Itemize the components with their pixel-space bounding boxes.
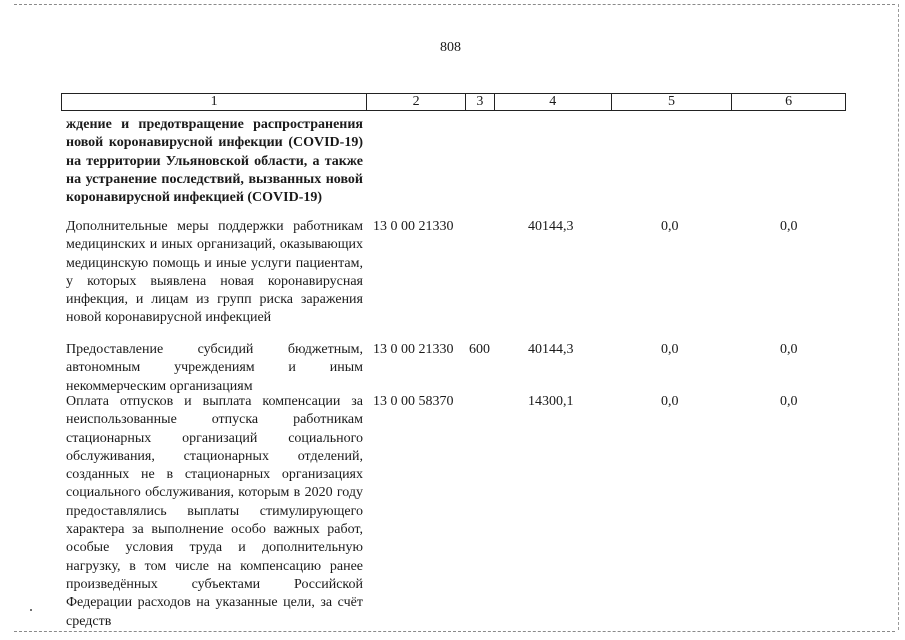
row-2-value-6: 0,0	[780, 342, 798, 357]
row-1-code: 13 0 00 21330	[373, 219, 454, 234]
page-edge-top	[14, 4, 895, 5]
row-3-value-4: 14300,1	[528, 394, 574, 409]
page-number: 808	[440, 40, 461, 55]
row-3-code: 13 0 00 58370	[373, 394, 454, 409]
table-header	[61, 93, 846, 111]
column-header-1: 1	[62, 94, 367, 110]
section-heading: ждение и предотвращение распространения новой коронавирусной инфекции (COVID-19) на территории Ульяновской области, а также на устранение последствий, вызванных новой коронавирусной инфекцией (COVID-19)	[66, 117, 363, 206]
column-header-6: 6	[785, 94, 793, 109]
column-header-3: 3	[466, 94, 495, 110]
column-header-4: 4	[495, 94, 612, 110]
page-edge-right	[898, 4, 899, 630]
row-3-name: Оплата отпусков и выплата компенсации за неиспользованные отпуска работникам стационарных организаций социального обслуживания, стационарных отделений, созданных не в стационарных организациях социального обслуживания, которым в 2020 году предоставлялись выплаты стимулирующего характера за выполнение особо важных работ, особые условия труда и дополнительную нагрузку, в том числе на компенсацию ранее произведённых субъектами Российской Федерации расходов на указанные цели, за счёт средств	[66, 394, 363, 629]
row-1-value-6: 0,0	[780, 219, 798, 234]
row-2-value-5: 0,0	[661, 342, 679, 357]
page-edge-bottom	[14, 631, 895, 632]
row-3-value-6: 0,0	[780, 394, 798, 409]
column-header-5: 5	[612, 94, 733, 110]
row-2-name: Предоставление субсидий бюджетным, автономным учреждениям и иным некоммерческим организациям	[66, 342, 363, 394]
column-header-2: 2	[367, 94, 466, 110]
row-2-vr: 600	[469, 342, 490, 357]
row-1-value-5: 0,0	[661, 219, 679, 234]
row-2-code: 13 0 00 21330	[373, 342, 454, 357]
row-2-value-4: 40144,3	[528, 342, 574, 357]
row-1-value-4: 40144,3	[528, 219, 574, 234]
scan-speck	[30, 609, 32, 611]
row-1-name: Дополнительные меры поддержки работникам медицинских и иных организаций, оказывающих медицинскую помощь и иные услуги пациентам, у которых выявлена новая коронавирусная инфекция, и лицам из групп риска заражения новой коронавирусной инфекцией	[66, 219, 363, 326]
row-3-value-5: 0,0	[661, 394, 679, 409]
